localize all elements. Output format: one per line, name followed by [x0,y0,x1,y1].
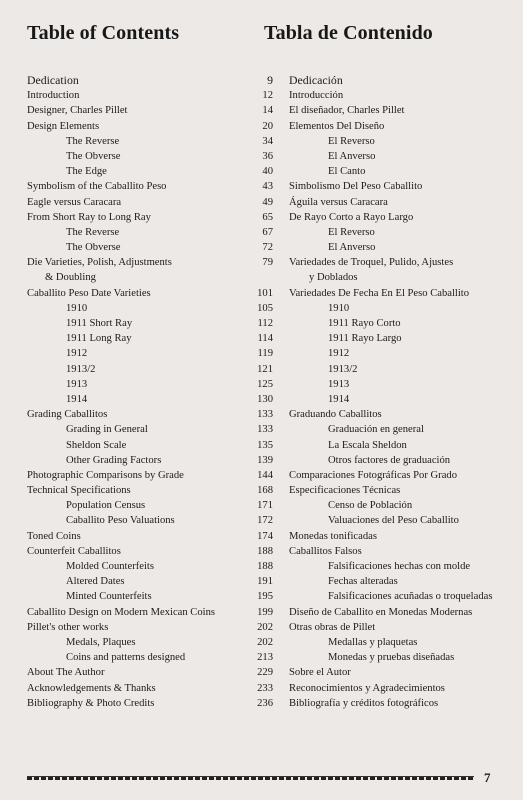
toc-entry [289,681,514,696]
toc-entry-title: Censo de Población [328,500,413,512]
toc-entry [27,559,275,574]
toc-entry-page: 135 [257,439,273,451]
toc-entry-title: Fechas alteradas [328,576,398,588]
toc-entry-title: Grading in General [66,424,148,436]
toc-entry-title: El Reverso [328,135,375,147]
toc-entry [27,392,275,407]
toc-entry-page: 119 [257,348,273,360]
spanish-toc-column [289,73,514,711]
toc-entry-page: 114 [257,333,273,345]
toc-entry-page: 34 [262,135,273,147]
toc-entry-title: 1911 Short Ray [66,318,133,329]
toc-entry [289,696,514,711]
toc-entry [27,149,275,164]
toc-entry [289,134,514,149]
toc-entry-title: La Escala Sheldon [328,439,407,451]
toc-entry-title: From Short Ray to Long Ray [27,211,151,223]
toc-entry-title: 1913 [66,378,88,390]
toc-entry-title: Technical Specifications [27,485,131,497]
toc-entry [289,574,514,589]
toc-entry-page: 121 [257,363,273,375]
toc-entry-page: 130 [257,393,273,405]
toc-entry-title: 1914 [328,393,350,405]
toc-entry [289,589,514,604]
toc-entry [27,225,275,240]
toc-entry-page: 20 [262,120,273,132]
toc-entry [289,498,514,513]
toc-entry-title: Comparaciones Fotográficas Por Grado [289,469,457,481]
toc-entry [289,468,514,483]
toc-entry-title: The Reverse [66,226,120,238]
toc-entry-page: 12 [262,90,273,102]
toc-entry-title: El Anverso [328,150,376,162]
toc-entry-title: Bibliografía y créditos fotográficos [289,697,439,709]
toc-entry [27,179,275,194]
toc-entry [289,605,514,620]
toc-entry-page: 213 [257,652,273,664]
toc-entry-title: Introducción [289,90,344,102]
toc-entry [289,195,514,210]
toc-entry-page: 112 [257,318,273,329]
toc-entry-page: 188 [257,561,273,572]
toc-entry-page: 79 [262,257,273,269]
toc-entry [289,559,514,574]
toc-entry-title: Other Grading Factors [66,454,162,466]
toc-entry-title: Sobre el Autor [289,667,351,679]
toc-entry-page: 195 [257,591,273,603]
toc-entry [289,255,514,270]
toc-entry-page: 133 [257,424,273,436]
toc-entry [289,422,514,437]
toc-entry [27,589,275,604]
toc-entry [27,73,275,88]
toc-entry-title: The Obverse [66,242,121,254]
toc-entry-title: Simbolismo Del Peso Caballito [289,181,423,193]
english-heading: Table of Contents [27,22,180,44]
toc-entry-page: 14 [262,105,273,117]
toc-entry-page: 229 [257,667,273,679]
toc-entry-title: Altered Dates [66,576,125,588]
toc-entry-title: Dedication [27,73,79,87]
toc-entry [27,331,275,346]
toc-entry [27,574,275,589]
toc-entry-title: De Rayo Corto a Rayo Largo [289,211,414,223]
toc-entry-title: 1910 [328,302,350,314]
toc-entry [27,119,275,134]
toc-entry [27,696,275,711]
toc-entry-page: 199 [257,606,273,618]
toc-entry-page: 191 [257,576,273,588]
toc-entry-title: Otras obras de Pillet [289,621,376,633]
toc-entry-title: The Obverse [66,150,121,162]
toc-entry-title: Otros factores de graduación [328,454,451,466]
toc-entry [289,362,514,377]
toc-entry [289,149,514,164]
toc-entry-title: Elementos Del Diseño [289,120,385,132]
toc-entry-page: 236 [257,697,273,709]
toc-entry-title: Eagle versus Caracara [27,196,122,208]
toc-entry [27,498,275,513]
toc-entry-title: Acknowledgements & Thanks [27,682,156,694]
toc-entry [27,407,275,422]
toc-entry-title: El Anverso [328,242,376,254]
page-number: 7 [484,770,491,785]
toc-entry [27,453,275,468]
toc-entry [289,164,514,179]
spanish-heading: Tabla de Contenido [264,22,433,44]
toc-entry [289,210,514,225]
toc-entry [27,103,275,118]
toc-entry [27,240,275,255]
toc-entry-title: Population Census [66,500,146,512]
toc-entry [289,483,514,498]
toc-entry [27,665,275,680]
toc-entry [27,635,275,650]
toc-entry-title: Sheldon Scale [66,439,127,451]
toc-entry-page: 174 [257,530,273,542]
toc-entry-title: 1910 [66,302,88,314]
toc-entry-page: 202 [257,621,273,633]
toc-entry-title: 1911 Rayo Corto [328,318,401,329]
toc-entry [289,179,514,194]
toc-entry [27,650,275,665]
toc-entry [27,134,275,149]
toc-entry-title: About The Author [27,667,105,679]
toc-entry [27,529,275,544]
toc-entry-title: y Doblados [309,272,358,284]
toc-entry [289,240,514,255]
toc-entry-title: Monedas tonificadas [289,530,377,542]
toc-entry-title: Minted Counterfeits [66,591,152,603]
toc-entry-page: 188 [257,545,273,557]
toc-entry [289,513,514,528]
toc-entry-title: Caballito Peso Date Varieties [27,287,151,299]
toc-entry [289,407,514,422]
toc-entry-title: Designer, Charles Pillet [27,105,128,117]
toc-entry [27,513,275,528]
toc-entry-page: 144 [257,469,273,481]
toc-entry-page: 171 [257,500,273,512]
toc-entry [27,195,275,210]
toc-entry-title: 1914 [66,393,88,405]
toc-entry-title: Especificaciones Técnicas [289,485,401,497]
toc-entry-title: The Reverse [66,135,120,147]
toc-entry [289,73,514,88]
toc-entry [289,529,514,544]
toc-entry-page: 49 [262,196,273,208]
toc-entry [27,620,275,635]
toc-entry-page: 67 [262,226,273,238]
toc-entry-title: Counterfeit Caballitos [27,545,121,557]
toc-entry [27,544,275,559]
toc-entry [27,346,275,361]
toc-entry-title: Pillet's other works [27,621,109,633]
toc-entry [289,286,514,301]
toc-entry-page: 133 [257,409,273,421]
toc-entry [27,377,275,392]
toc-entry-title: The Edge [66,166,107,178]
footer-divider [27,776,474,780]
toc-entry [27,681,275,696]
toc-entry-title: 1911 Rayo Largo [328,333,402,345]
english-toc-column [27,73,275,711]
toc-entry-title: & Doubling [45,272,96,284]
toc-entry-title: Diseño de Caballito en Monedas Modernas [289,606,473,618]
toc-entry [289,392,514,407]
toc-entry-title: 1913 [328,378,350,390]
toc-entry-title: Falsificaciones hechas con molde [328,561,471,572]
toc-entry-page: 125 [257,378,273,390]
toc-entry [27,88,275,103]
toc-entry-page: 139 [257,454,273,466]
toc-entry [289,438,514,453]
toc-entry [289,346,514,361]
toc-entry-page: 233 [257,682,273,694]
toc-entry [289,665,514,680]
toc-entry-page: 36 [262,150,273,162]
toc-entry-title: Symbolism of the Caballito Peso [27,181,167,193]
toc-entry [289,119,514,134]
toc-entry [27,316,275,331]
toc-entry-page: 72 [262,242,273,254]
toc-entry [27,270,275,285]
toc-entry-title: 1911 Long Ray [66,333,132,345]
toc-entry [27,286,275,301]
toc-entry-title: Design Elements [27,120,100,132]
toc-entry [289,301,514,316]
toc-entry [289,635,514,650]
toc-entry-page: 43 [262,181,273,193]
toc-entry [289,270,514,285]
toc-entry-page: 105 [257,302,273,314]
toc-entry-title: Águila versus Caracara [289,196,388,208]
toc-entry [27,468,275,483]
toc-entry [289,377,514,392]
toc-entry [27,255,275,270]
toc-entry-title: El Reverso [328,226,375,238]
toc-entry-title: El diseñador, Charles Pillet [289,105,405,117]
toc-entry-page: 9 [267,73,273,87]
toc-entry-title: Introduction [27,90,80,102]
toc-entry [289,316,514,331]
toc-entry-page: 40 [262,166,273,178]
toc-entry [289,88,514,103]
toc-entry [289,453,514,468]
toc-entry-title: Bibliography & Photo Credits [27,697,155,709]
toc-entry-title: 1912 [328,348,350,360]
toc-entry [27,483,275,498]
toc-entry-title: Grading Caballitos [27,409,108,421]
toc-entry-title: 1912 [66,348,88,360]
toc-entry-page: 65 [262,211,273,223]
toc-entry-title: Caballito Peso Valuations [66,515,175,527]
toc-entry-title: El Canto [328,166,366,178]
toc-entry-title: Medals, Plaques [66,636,136,648]
toc-entry-title: Caballito Design on Modern Mexican Coins [27,606,216,618]
toc-entry [289,620,514,635]
toc-entry-title: Die Varieties, Polish, Adjustments [27,257,172,269]
toc-entry-page: 202 [257,636,273,648]
toc-entry [27,164,275,179]
toc-entry-title: Toned Coins [27,530,81,542]
toc-entry-title: Monedas y pruebas diseñadas [328,652,455,664]
toc-entry-title: Variedades de Troquel, Pulido, Ajustes [289,257,454,269]
toc-entry-title: Medallas y plaquetas [328,636,418,648]
toc-entry-title: 1913/2 [328,363,358,375]
toc-entry [289,331,514,346]
toc-entry [289,650,514,665]
toc-entry [27,210,275,225]
toc-entry-title: Molded Counterfeits [66,561,154,572]
toc-entry-title: Falsificaciones acuñadas o troqueladas [328,591,493,603]
toc-entry-title: 1913/2 [66,363,96,375]
toc-entry-page: 168 [257,485,273,497]
toc-entry [27,438,275,453]
toc-entry-page: 172 [257,515,273,527]
toc-entry-title: Dedicación [289,73,343,87]
toc-entry-title: Valuaciones del Peso Caballito [328,515,459,527]
toc-entry [289,544,514,559]
toc-entry-title: Coins and patterns designed [66,652,186,664]
toc-entry-title: Graduación en general [328,424,424,436]
toc-entry [27,362,275,377]
toc-entry-title: Graduando Caballitos [289,409,382,421]
toc-entry [27,422,275,437]
toc-entry [289,103,514,118]
toc-entry [27,605,275,620]
toc-entry [289,225,514,240]
toc-entry-title: Variedades De Fecha En El Peso Caballito [289,287,470,299]
toc-entry [27,301,275,316]
toc-entry-title: Photographic Comparisons by Grade [27,469,184,481]
toc-entry-page: 101 [257,287,273,299]
toc-entry-title: Caballitos Falsos [289,545,362,557]
toc-entry-title: Reconocimientos y Agradecimientos [289,682,445,694]
